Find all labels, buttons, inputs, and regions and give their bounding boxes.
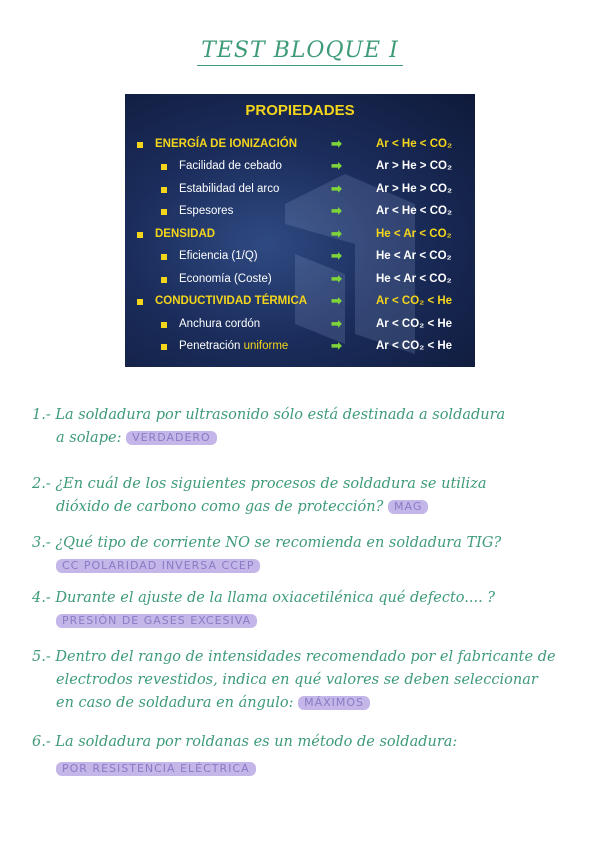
property-row — [125, 270, 475, 290]
property-value: Ar < CO₂ < He — [376, 318, 453, 330]
question-4 — [32, 587, 572, 633]
property-label: Eficiencia (1/Q) — [179, 250, 258, 262]
property-row — [125, 157, 475, 177]
property-row — [125, 315, 475, 335]
answer-highlight: MAG — [388, 500, 428, 514]
bullet-icon — [137, 232, 143, 238]
property-value: Ar < He < CO₂ — [376, 138, 453, 150]
bullet-icon — [161, 187, 167, 193]
question-text: a solape: — [56, 430, 122, 446]
bullet-icon — [161, 254, 167, 260]
property-row — [125, 225, 475, 245]
bullet-icon — [137, 299, 143, 305]
property-row — [125, 292, 475, 312]
bullet-icon — [161, 322, 167, 328]
arrow-right-icon: ➡ — [331, 338, 342, 353]
property-label: ENERGÍA DE IONIZACIÓN — [155, 138, 298, 150]
property-value: Ar < CO₂ < He — [376, 340, 453, 352]
arrow-right-icon: ➡ — [331, 316, 342, 331]
bullet-icon — [161, 164, 167, 170]
answer-highlight: VERDADERO — [126, 431, 217, 445]
arrow-right-icon: ➡ — [331, 226, 342, 241]
question-3 — [32, 532, 572, 578]
property-value: He < Ar < CO₂ — [376, 250, 452, 262]
question-text: 3.- ¿Qué tipo de corriente NO se recomienda en soldadura TIG? — [32, 535, 502, 551]
property-label: Anchura cordón — [179, 318, 261, 330]
question-2 — [32, 473, 572, 519]
property-row — [125, 337, 475, 357]
arrow-right-icon: ➡ — [331, 158, 342, 173]
arrow-right-icon: ➡ — [331, 136, 342, 151]
bullet-icon — [137, 142, 143, 148]
property-label: Espesores — [179, 205, 234, 217]
bullet-icon — [161, 209, 167, 215]
question-text: 6.- La soldadura por roldanas es un método de soldadura: — [32, 734, 458, 750]
arrow-right-icon: ➡ — [331, 271, 342, 286]
property-row — [125, 202, 475, 222]
property-value: Ar < He < CO₂ — [376, 205, 453, 217]
property-label: Facilidad de cebado — [179, 160, 282, 172]
property-value: He < Ar < CO₂ — [376, 228, 452, 240]
question-6 — [32, 731, 572, 781]
slide-heading: PROPIEDADES — [245, 102, 355, 119]
property-value: He < Ar < CO₂ — [376, 273, 452, 285]
property-label: CONDUCTIVIDAD TÉRMICA — [155, 295, 308, 307]
question-text: 5.- Dentro del rango de intensidades recomendado por el fabricante de — [32, 649, 556, 665]
answer-highlight: POR RESISTENCIA ELÉCTRICA — [56, 762, 256, 776]
property-row — [125, 180, 475, 200]
highlight-word: uniforme — [243, 340, 289, 352]
bullet-icon — [161, 344, 167, 350]
property-row — [125, 135, 475, 155]
question-text: electrodos revestidos, indica en qué valores se deben seleccionar — [56, 672, 538, 688]
property-value: Ar > He > CO₂ — [376, 160, 453, 172]
question-text: 4.- Durante el ajuste de la llama oxiacetilénica qué defecto.... ? — [32, 590, 496, 606]
property-label: Estabilidad del arco — [179, 183, 280, 195]
property-label: DENSIDAD — [155, 228, 216, 240]
property-value: Ar < CO₂ < He — [376, 295, 453, 307]
arrow-right-icon: ➡ — [331, 181, 342, 196]
question-1 — [32, 404, 572, 450]
arrow-right-icon: ➡ — [331, 203, 342, 218]
answer-highlight: CC POLARIDAD INVERSA CCEP — [56, 559, 260, 573]
bullet-icon — [161, 277, 167, 283]
property-label: Economía (Coste) — [179, 273, 272, 285]
question-text: dióxido de carbono como gas de protección? — [56, 499, 384, 515]
arrow-right-icon: ➡ — [331, 248, 342, 263]
question-text: en caso de soldadura en ángulo: — [56, 695, 294, 711]
answer-highlight: PRESIÓN DE GASES EXCESIVA — [56, 614, 257, 628]
answer-highlight: MÁXIMOS — [298, 696, 370, 710]
property-value: Ar > He > CO₂ — [376, 183, 453, 195]
property-label: Penetración uniforme — [179, 340, 289, 352]
arrow-right-icon: ➡ — [331, 293, 342, 308]
question-5 — [32, 646, 572, 715]
question-text: 2.- ¿En cuál de los siguientes procesos de soldadura se utiliza — [32, 476, 487, 492]
page-title: TEST BLOQUE I — [0, 38, 600, 63]
question-text: 1.- La soldadura por ultrasonido sólo está destinada a soldadura — [32, 407, 506, 423]
properties-slide — [125, 94, 475, 367]
property-row — [125, 247, 475, 267]
